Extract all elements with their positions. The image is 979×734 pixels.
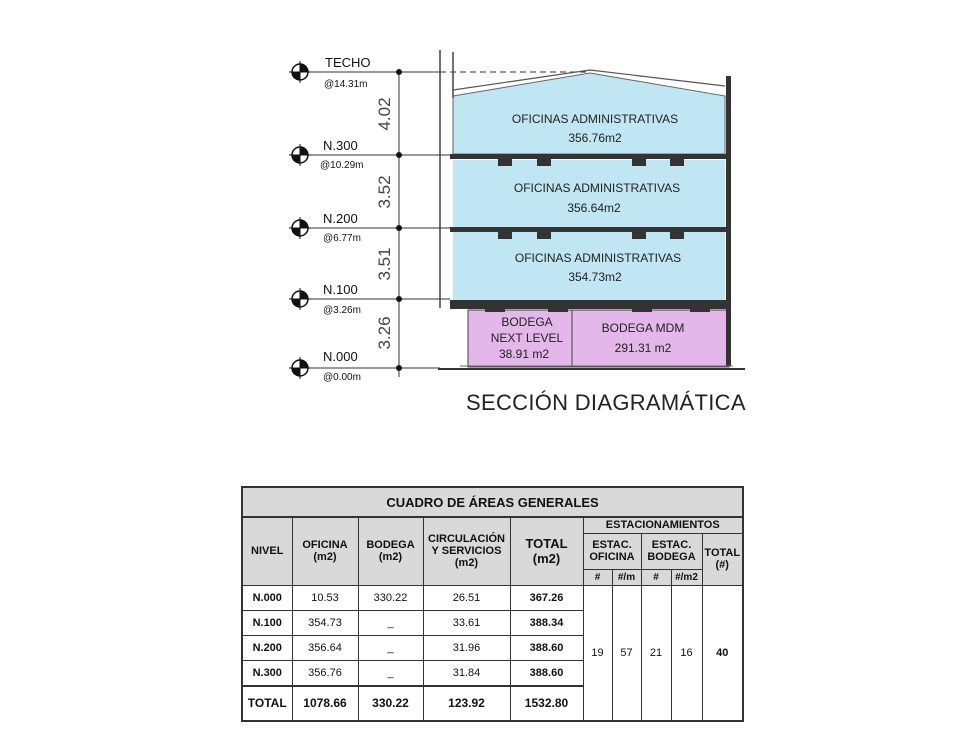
- bodega-next-label: BODEGA: [501, 315, 553, 329]
- parking-total: 40: [702, 585, 743, 721]
- header-estacionamientos: ESTACIONAMIENTOS: [583, 517, 743, 533]
- header-num: #: [641, 569, 671, 585]
- office-space-n100: [453, 232, 725, 301]
- header-circulacion: CIRCULACIÓN Y SERVICIOS (m2): [423, 517, 510, 585]
- bodega-next-label: NEXT LEVEL: [490, 331, 564, 345]
- table-row: N.100 354.73 _ 33.61 388.34: [242, 610, 743, 635]
- height-dimension: 3.52: [375, 175, 394, 209]
- header-per-m2: #/m2: [671, 569, 702, 585]
- level-name: N.000: [323, 349, 358, 364]
- height-dimension: 4.02: [375, 97, 394, 131]
- header-per-m: #/m: [612, 569, 641, 585]
- level-elevation: @14.31m: [324, 79, 368, 90]
- bodega-next-area: 38.91 m2: [498, 347, 550, 361]
- section-title: SECCIÓN DIAGRAMÁTICA: [466, 390, 746, 415]
- level-marker-n100: [289, 288, 311, 310]
- level-name: N.200: [323, 211, 358, 226]
- height-dimension: 3.26: [375, 316, 394, 350]
- space-label: OFICINAS ADMINISTRATIVAS: [514, 251, 682, 265]
- level-marker-n000: [289, 357, 311, 379]
- header-num: #: [583, 569, 612, 585]
- level-elevation: @3.26m: [323, 305, 361, 316]
- space-area: 354.73m2: [568, 270, 622, 284]
- header-oficina: OFICINA (m2): [292, 517, 358, 585]
- space-area: 356.76m2: [568, 131, 622, 145]
- level-name: N.100: [323, 282, 358, 297]
- table-title: CUADRO DE ÁREAS GENERALES: [242, 487, 743, 517]
- parking-bodega-per: 16: [671, 585, 702, 721]
- space-label: OFICINAS ADMINISTRATIVAS: [511, 112, 679, 126]
- table-row: N.300 356.76 _ 31.84 388.60: [242, 660, 743, 686]
- level-elevation: @6.77m: [323, 233, 361, 244]
- table-total-row: TOTAL 1078.66 330.22 123.92 1532.80: [242, 686, 743, 721]
- slab-n200: [450, 227, 730, 232]
- bodega-mdm-area: 291.31 m2: [614, 341, 672, 355]
- parking-oficina-per: 57: [612, 585, 641, 721]
- table-row: N.200 356.64 _ 31.96 388.60: [242, 635, 743, 660]
- level-marker-n200: [289, 217, 311, 239]
- header-estac-total: TOTAL (#): [702, 533, 743, 585]
- level-elevation: @0.00m: [323, 372, 361, 383]
- header-total: TOTAL (m2): [510, 517, 583, 585]
- parking-bodega-num: 21: [641, 585, 671, 721]
- space-label: OFICINAS ADMINISTRATIVAS: [513, 181, 681, 195]
- table-row: N.000 10.53 330.22 26.51 367.26 19 57 21 16 40: [242, 585, 743, 610]
- header-estac-oficina: ESTAC. OFICINA: [583, 533, 641, 569]
- bodega-mdm-label: BODEGA MDM: [601, 321, 685, 335]
- level-elevation: @10.29m: [320, 160, 364, 171]
- slab-n300: [450, 154, 730, 159]
- areas-table: [241, 486, 744, 722]
- header-estac-bodega: ESTAC. BODEGA: [641, 533, 702, 569]
- level-marker-n300: [289, 144, 311, 166]
- level-name: N.300: [323, 138, 358, 153]
- right-wall: [726, 76, 731, 366]
- bodega-mdm-space: [572, 310, 729, 367]
- height-dimension: 3.51: [375, 247, 394, 281]
- header-nivel: NIVEL: [242, 517, 292, 585]
- header-bodega: BODEGA (m2): [358, 517, 423, 585]
- level-marker-techo: [289, 61, 311, 83]
- parking-oficina-num: 19: [583, 585, 612, 721]
- space-area: 356.64m2: [567, 201, 621, 215]
- level-name: TECHO: [325, 55, 371, 70]
